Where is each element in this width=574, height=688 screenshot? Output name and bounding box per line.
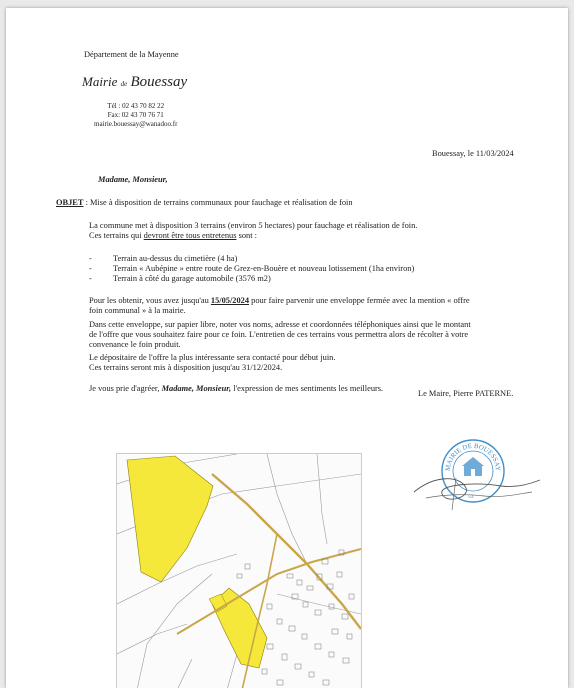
email-address: mairie.bouessay@wanadoo.fr bbox=[94, 120, 178, 128]
objet-text: : Mise à disposition de terrains communaux pour fauchage et réalisation de foin bbox=[85, 198, 353, 207]
mairie-name: Bouessay bbox=[130, 74, 188, 90]
handwritten-signature bbox=[406, 464, 546, 514]
mairie-title bbox=[82, 74, 187, 91]
signature-line: Le Maire, Pierre PATERNE. bbox=[418, 389, 514, 398]
terrains-map bbox=[116, 453, 362, 688]
salutation: Madame, Monsieur, bbox=[98, 175, 168, 184]
phone-number: Tél : 02 43 70 82 22 bbox=[107, 102, 165, 110]
closing-line: Je vous prie d'agréer, Madame, Monsieur, l'expression de mes sentiments les meilleurs. bbox=[89, 384, 384, 393]
terrain-item: - Terrain « Aubépine » entre route de Grez-en-Bouère et nouveau lotissement (1ha environ) bbox=[89, 264, 414, 274]
stamp-text: MAIRIE DE BOUESSAY bbox=[444, 442, 502, 472]
contact-block bbox=[94, 102, 177, 129]
stamp-dept-number: 53 bbox=[468, 494, 474, 500]
intro-paragraph bbox=[89, 221, 417, 241]
department-line: Département de la Mayenne bbox=[84, 50, 179, 59]
intro-line-2: Ces terrains qui devront être tous entretenus sont : bbox=[89, 231, 257, 241]
objet-label: OBJET bbox=[56, 198, 84, 207]
body-paragraph-1: Pour les obtenir, vous avez jusqu'au 15/05/2024 pour faire parvenir une enveloppe fermée avec la mention « offre foin communal » à la mairie. bbox=[89, 296, 470, 316]
fax-number: Fax: 02 43 70 76 71 bbox=[107, 111, 164, 119]
body-paragraph-2: Dans cette enveloppe, sur papier libre, noter vos noms, adresse et coordonnées téléphoniques ainsi que le montant de l'offre que vous souhaitez faire pour ce foin. L'entretien de ces terrains vous permettra alors de récolter à votre convenance le foin produit. bbox=[89, 320, 471, 350]
terrain-item: - Terrain à côté du garage automobile (3576 m2) bbox=[89, 274, 414, 284]
terrain-item: - Terrain au-dessus du cimetière (4 ha) bbox=[89, 254, 414, 264]
deadline-date: 15/05/2024 bbox=[210, 296, 250, 305]
body-paragraph-3: Le dépositaire de l'offre la plus intéressante sera contacté pour début juin. Ces terrains seront mis à disposition jusqu'au 31/12/2024. bbox=[89, 353, 336, 373]
letter-page bbox=[6, 8, 568, 688]
objet-line bbox=[56, 198, 353, 207]
intro-line-1: La commune met à disposition 3 terrains (environ 5 hectares) pour fauchage et réalisation de foin. bbox=[89, 221, 418, 230]
mairie-de: de bbox=[120, 80, 128, 88]
date-line: Bouessay, le 11/03/2024 bbox=[432, 149, 514, 158]
terrain-list bbox=[89, 254, 414, 285]
mairie-prefix: Mairie bbox=[82, 74, 118, 89]
